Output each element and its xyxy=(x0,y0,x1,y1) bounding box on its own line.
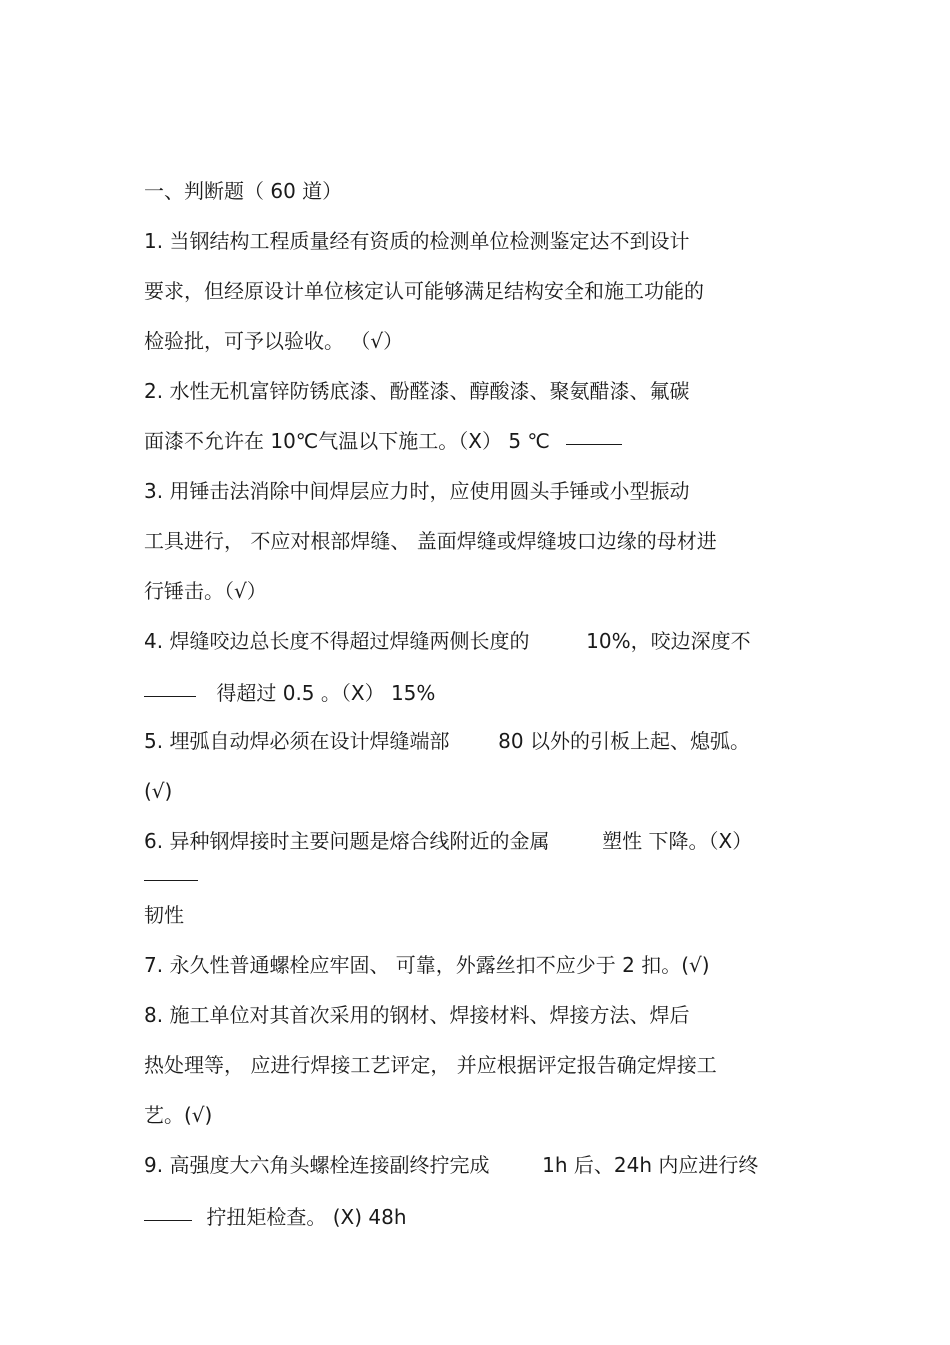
q1-line-2: 要求，但经原设计单位核定认可能够满足结构安全和施工功能的 xyxy=(144,279,704,303)
q4-line-1-text: 4. 焊缝咬边总长度不得超过焊缝两侧长度的 xyxy=(144,629,530,653)
q3-line-3: 行锤击。（√） xyxy=(144,579,267,603)
section-title: 一、判断题（ 60 道） xyxy=(144,179,343,203)
q4-line-2-text: 得超过 0.5 。（X） 15% xyxy=(216,681,436,705)
q5-line-1 xyxy=(144,726,750,756)
answer-underline xyxy=(144,696,196,697)
q6-line-1 xyxy=(144,826,752,856)
q7-line-1: 7. 永久性普通螺栓应牢固、 可靠，外露丝扣不应少于 2 扣。(√) xyxy=(144,953,710,977)
q8-line-2: 热处理等， 应进行焊接工艺评定， 并应根据评定报告确定焊接工 xyxy=(144,1053,717,1077)
q6-line-1-text: 6. 异种钢焊接时主要问题是熔合线附近的金属 xyxy=(144,829,550,853)
q6-rule-line xyxy=(144,862,198,892)
q2-line-2-text: 面漆不允许在 10℃气温以下施工。（X） 5 ℃ xyxy=(144,429,550,453)
q8-line-1: 8. 施工单位对其首次采用的钢材、焊接材料、焊接方法、焊后 xyxy=(144,1003,690,1027)
q9-line-1 xyxy=(144,1150,758,1180)
q1-line-3: 检验批，可予以验收。 （√） xyxy=(144,329,404,353)
q3-line-2: 工具进行， 不应对根部焊缝、 盖面焊缝或焊缝坡口边缘的母材进 xyxy=(144,529,717,553)
q1-line-1: 1. 当钢结构工程质量经有资质的检测单位检测鉴定达不到设计 xyxy=(144,229,690,253)
q9-line-1-tail: 1h 后、24h 内应进行终 xyxy=(542,1153,759,1177)
q4-line-1-tail: 10%，咬边深度不 xyxy=(586,629,751,653)
q5-line-1-text: 5. 埋弧自动焊必须在设计焊缝端部 xyxy=(144,729,450,753)
q2-line-1: 2. 水性无机富锌防锈底漆、酚醛漆、醇酸漆、聚氨醋漆、氟碳 xyxy=(144,379,690,403)
q9-line-2 xyxy=(144,1202,407,1232)
answer-underline xyxy=(144,1220,192,1221)
answer-underline xyxy=(144,880,198,881)
q2-line-2 xyxy=(144,426,622,456)
q3-line-1: 3. 用锤击法消除中间焊层应力时，应使用圆头手锤或小型振动 xyxy=(144,479,690,503)
q6-line-1-tail: 塑性 下降。（X） xyxy=(602,829,753,853)
q4-line-1 xyxy=(144,626,751,656)
answer-underline xyxy=(566,444,622,445)
q4-line-2 xyxy=(144,678,435,708)
q9-line-1-text: 9. 高强度大六角头螺栓连接副终拧完成 xyxy=(144,1153,490,1177)
q9-line-2-text: 拧扭矩检查。 (X) 48h xyxy=(206,1205,407,1229)
q5-line-2: (√) xyxy=(144,779,173,803)
q8-line-3: 艺。(√) xyxy=(144,1103,213,1127)
q6-line-3: 韧性 xyxy=(144,903,184,927)
q5-line-1-tail: 80 以外的引板上起、熄弧。 xyxy=(498,729,750,753)
